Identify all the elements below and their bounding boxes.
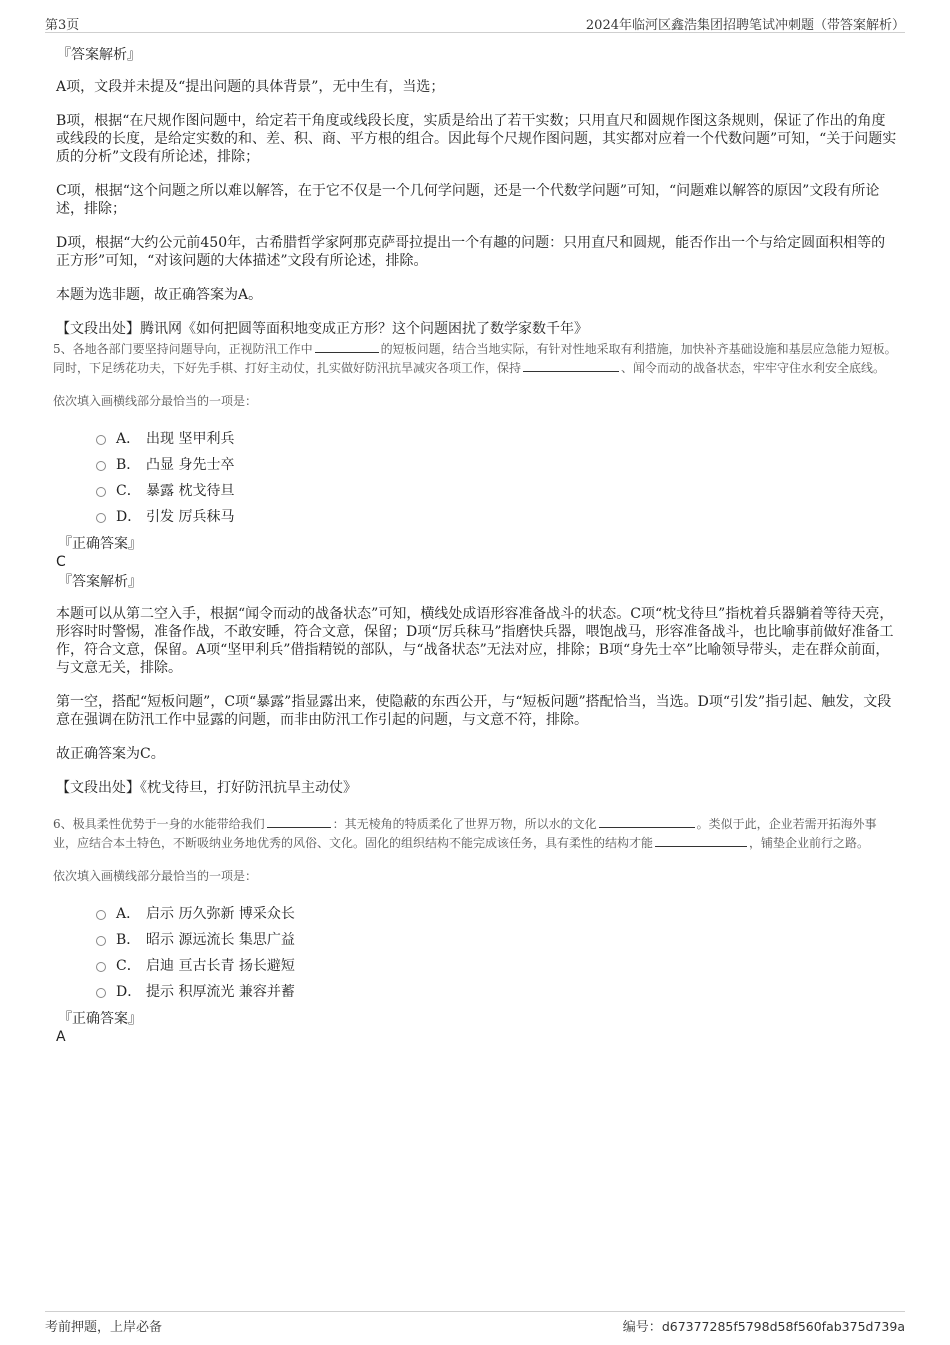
analysis-paragraph: C项，根据“这个问题之所以难以解答，在于它不仅是一个几何学问题，还是一个代数学问题”可知，“问题难以解答的原因”文段有所论述，排除； [56, 183, 880, 217]
question-5-stem: 5、各地各部门要坚持问题导向，正视防汛工作中 的短板问题，结合当地实际，有针对性地采取有利措施，加快补齐基础设施和基层应急能力短板。同时，下足绣花功夫，下好先手棋、打好主动仗，扎实做好防汛抗旱减灾各项工作，保持 、闻令而动的战备状态，牢牢守住水利安全底线。 [53, 342, 897, 375]
radio-icon[interactable] [96, 461, 106, 471]
source-citation: 【文段出处】《枕戈待旦，打好防汛抗旱主动仗》 [56, 780, 357, 796]
analysis-paragraph: 第一空，搭配“短板问题”，C项“暴露”指显露出来，使隐蔽的东西公开，与“短板问题”搭配恰当，当选。D项“引发”指引起、触发，文段意在强调在防汛工作中显露的问题，而非由防汛工作引起的问题，与文意不符，排除。 [56, 694, 892, 728]
question-prompt: 依次填入画横线部分最恰当的一项是： [53, 869, 258, 883]
page-header [45, 12, 905, 33]
option-c[interactable]: C． 暴露 枕戈待旦 [96, 477, 898, 503]
radio-icon[interactable] [96, 936, 106, 946]
option-d[interactable]: D． 提示 积厚流光 兼容并蓄 [96, 978, 898, 1004]
radio-icon[interactable] [96, 962, 106, 972]
option-b[interactable]: B． 凸显 身先士卒 [96, 451, 898, 477]
fill-blank [523, 360, 619, 372]
source-citation: 【文段出处】腾讯网《如何把圆等面积地变成正方形？这个问题困扰了数学家数千年》 [56, 321, 588, 337]
question-6-stem: 6、极具柔性优势于一身的水能带给我们 ：其无棱角的特质柔化了世界万物，所以水的文化 。类似于此，企业若需开拓海外事业，应结合本土特色，不断吸纳业务地优秀的风俗、文化。固化的组织结构不能完成该任务，具有柔性的结构才能 ，铺垫企业前行之路。 [53, 817, 877, 850]
correct-answer-label: 『正确答案』 [58, 536, 142, 552]
fill-blank [599, 816, 695, 828]
question-prompt: 依次填入画横线部分最恰当的一项是： [53, 394, 258, 408]
option-a[interactable]: A． 启示 历久弥新 博采众长 [96, 900, 898, 926]
radio-icon[interactable] [96, 487, 106, 497]
fill-blank [655, 835, 747, 847]
radio-icon[interactable] [96, 910, 106, 920]
radio-icon[interactable] [96, 435, 106, 445]
option-b[interactable]: B． 昭示 源远流长 集思广益 [96, 926, 898, 952]
analysis-paragraph: D项，根据“大约公元前450年，古希腊哲学家阿那克萨哥拉提出一个有趣的问题：只用直尺和圆规，能否作出一个与给定圆面积相等的正方形”可知，“对该问题的大体描述”文段有所论述，排除。 [56, 235, 886, 269]
question-6-options [96, 900, 898, 1004]
fill-blank [267, 816, 331, 828]
page-content [53, 46, 898, 1048]
radio-icon[interactable] [96, 988, 106, 998]
option-a[interactable]: A． 出现 坚甲利兵 [96, 425, 898, 451]
analysis-paragraph: 本题可以从第二空入手，根据“闻令而动的战备状态”可知，横线处成语形容准备战斗的状态。C项“枕戈待旦”指枕着兵器躺着等待天亮，形容时时警惕，准备作战，不敢安睡，符合文意，保留；D项“厉兵秣马”指磨快兵器，喂饱战马，形容准备战斗，也比喻事前做好准备工作，符合文意，保留。A项“坚甲利兵”借指精锐的部队，与“战备状态”无法对应，排除；B项“身先士卒”比喻领导带头，走在群众前面，与文意无关，排除。 [56, 606, 894, 676]
page-footer [45, 1311, 905, 1334]
correct-answer-label: 『正确答案』 [58, 1011, 142, 1027]
analysis-label: 『答案解析』 [57, 47, 141, 63]
analysis-label: 『答案解析』 [58, 574, 142, 590]
fill-blank [315, 341, 379, 353]
option-c[interactable]: C． 启迪 亘古长青 扬长避短 [96, 952, 898, 978]
analysis-conclusion: 故正确答案为C。 [56, 746, 165, 762]
analysis-paragraph: A项，文段并未提及“提出问题的具体背景”，无中生有，当选； [56, 79, 445, 95]
analysis-paragraph: B项，根据“在尺规作图问题中，给定若干角度或线段长度，实质是给出了若干实数；只用直尺和圆规作图这条规则，保证了作出的角度或线段的长度，是给定实数的和、差、积、商、平方根的组合。因此每个尺规作图问题，其实都对应着一个代数问题”可知，“关于问题实质的分析”文段有所论述，排除； [56, 113, 897, 165]
document-title: 2024年临河区鑫浩集团招聘笔试冲刺题（带答案解析） [585, 18, 905, 33]
question-5-options [96, 425, 898, 529]
analysis-conclusion: 本题为选非题，故正确答案为A。 [56, 287, 263, 303]
radio-icon[interactable] [96, 513, 106, 523]
correct-answer: A [56, 1029, 66, 1045]
correct-answer: C [56, 554, 66, 570]
page-number: 第3页 [45, 18, 80, 33]
footer-slogan: 考前押题，上岸必备 [45, 1320, 163, 1335]
document-code: 编号：d67377285f5798d58f560fab375d739a [622, 1319, 905, 1335]
option-d[interactable]: D． 引发 厉兵秣马 [96, 503, 898, 529]
